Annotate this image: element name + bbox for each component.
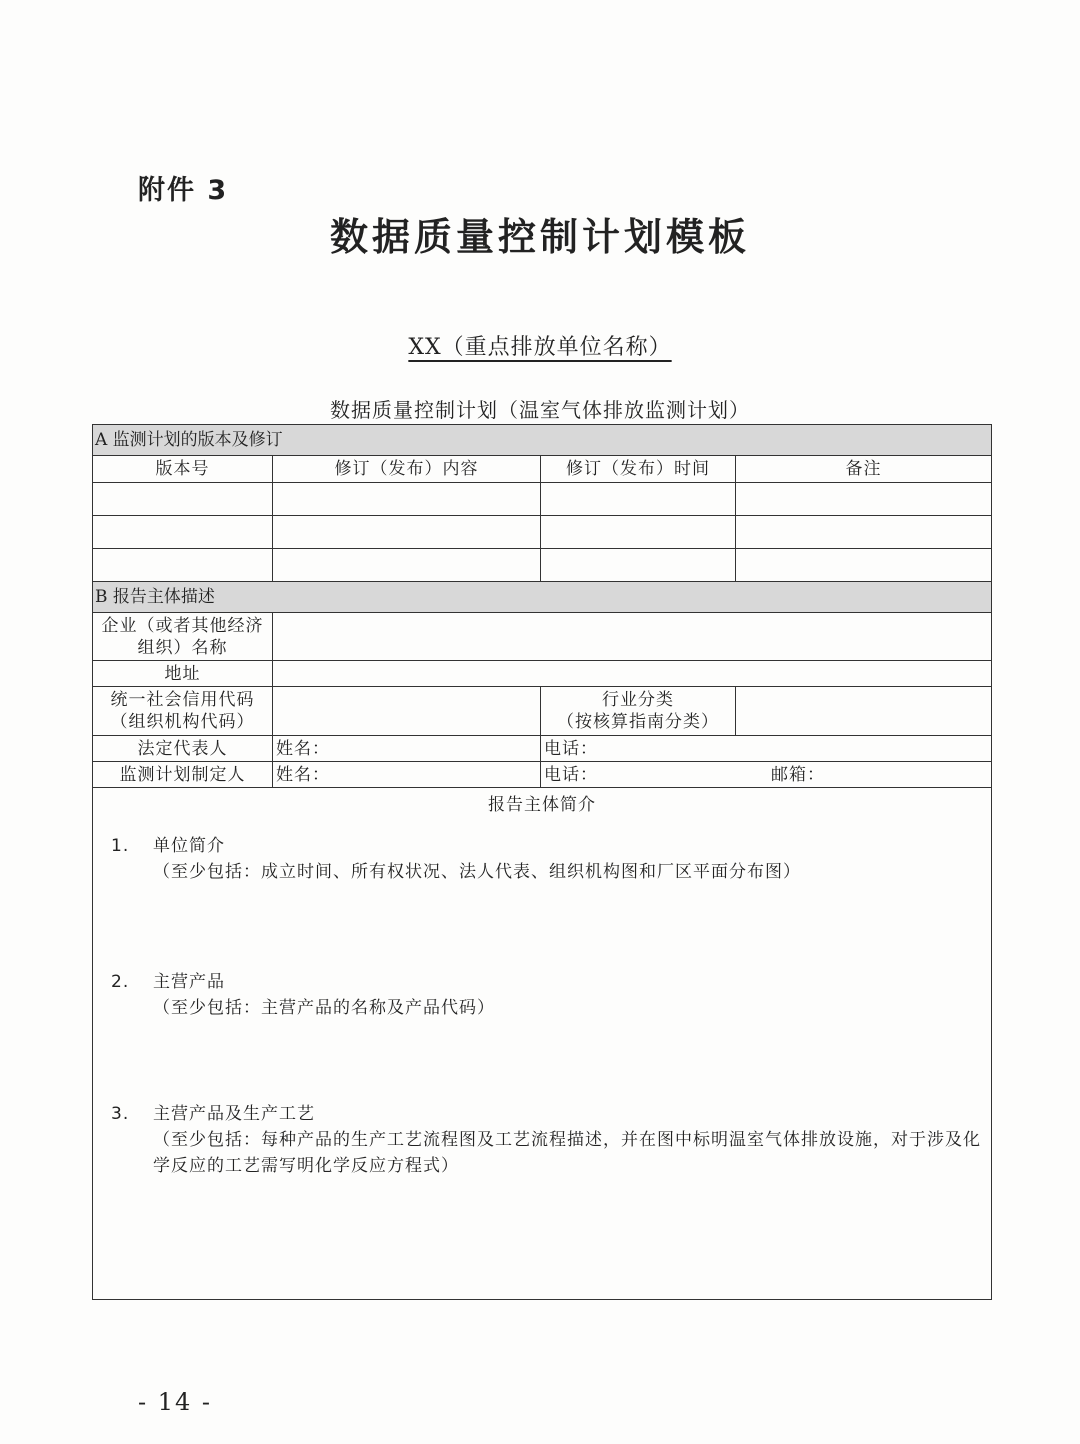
company-name-field[interactable] <box>273 613 991 661</box>
section-a-header: A 监测计划的版本及修订 <box>93 425 991 456</box>
address-field[interactable] <box>273 661 991 687</box>
item-title: 主营产品 <box>153 972 225 992</box>
item-number: 2. <box>111 972 130 992</box>
credit-code-label <box>93 687 273 736</box>
intro-title: 报告主体简介 <box>488 795 596 815</box>
planner-phone-field[interactable]: 电话： <box>541 762 768 788</box>
item-title: 单位简介 <box>153 836 225 856</box>
legal-rep-label: 法定代表人 <box>93 736 273 762</box>
plan-title: 数据质量控制计划（温室气体排放监测计划） <box>330 398 750 422</box>
version-cell[interactable] <box>93 516 273 549</box>
item-description: （至少包括：每种产品的生产工艺流程图及工艺流程描述，并在图中标明温室气体排放设施，对于涉及化学反应的工艺需写明化学反应方程式） <box>153 1130 981 1176</box>
planner-name-field[interactable]: 姓名： <box>273 762 541 788</box>
monitoring-plan-form <box>92 424 992 1300</box>
column-header-version: 版本号 <box>93 456 273 483</box>
column-header-time: 修订（发布）时间 <box>541 456 736 483</box>
company-name-label-line2: 组织）名称 <box>137 637 228 658</box>
credit-code-label-line1: 统一社会信用代码 <box>110 690 255 710</box>
section-b-header: B 报告主体描述 <box>93 582 991 613</box>
time-cell[interactable] <box>541 516 736 549</box>
credit-code-field[interactable] <box>273 687 541 736</box>
content-cell[interactable] <box>273 549 541 582</box>
planner-email-field[interactable]: 邮箱： <box>768 762 991 788</box>
item-text <box>153 833 983 885</box>
document-title: 数据质量控制计划模板 <box>329 215 750 259</box>
version-cell[interactable] <box>93 549 273 582</box>
item-text <box>153 969 983 1021</box>
content-cell[interactable] <box>273 516 541 549</box>
remarks-cell[interactable] <box>736 483 991 516</box>
item-number: 3. <box>111 1104 130 1124</box>
industry-field[interactable] <box>736 687 991 736</box>
credit-code-label-line2: （组织机构代码） <box>110 712 255 732</box>
remarks-cell[interactable] <box>736 516 991 549</box>
time-cell[interactable] <box>541 549 736 582</box>
legal-rep-phone-field[interactable]: 电话： <box>541 736 991 762</box>
content-cell[interactable] <box>273 483 541 516</box>
company-name-label <box>93 613 273 661</box>
version-cell[interactable] <box>93 483 273 516</box>
legal-rep-name-field[interactable]: 姓名： <box>273 736 541 762</box>
item-description: （至少包括：主营产品的名称及产品代码） <box>153 998 495 1018</box>
industry-label-line1: 行业分类 <box>602 690 674 710</box>
organization-title <box>0 330 1080 361</box>
column-header-remarks: 备注 <box>736 456 991 483</box>
company-name-label-line1: 企业（或者其他经济 <box>101 615 264 636</box>
attachment-label: 附件 3 <box>138 175 229 206</box>
item-text <box>153 1101 983 1179</box>
column-header-content: 修订（发布）内容 <box>273 456 541 483</box>
industry-label-line2: （按核算指南分类） <box>557 712 719 732</box>
page-number: - 14 - <box>138 1388 213 1416</box>
address-label: 地址 <box>93 661 273 687</box>
planner-label: 监测计划制定人 <box>93 762 273 788</box>
remarks-cell[interactable] <box>736 549 991 582</box>
item-description: （至少包括：成立时间、所有权状况、法人代表、组织机构图和厂区平面分布图） <box>153 862 801 882</box>
item-title: 主营产品及生产工艺 <box>153 1104 315 1124</box>
item-number: 1. <box>111 836 130 856</box>
industry-label <box>541 687 736 736</box>
organization-title-text: XX（重点排放单位名称） <box>408 335 672 360</box>
time-cell[interactable] <box>541 483 736 516</box>
